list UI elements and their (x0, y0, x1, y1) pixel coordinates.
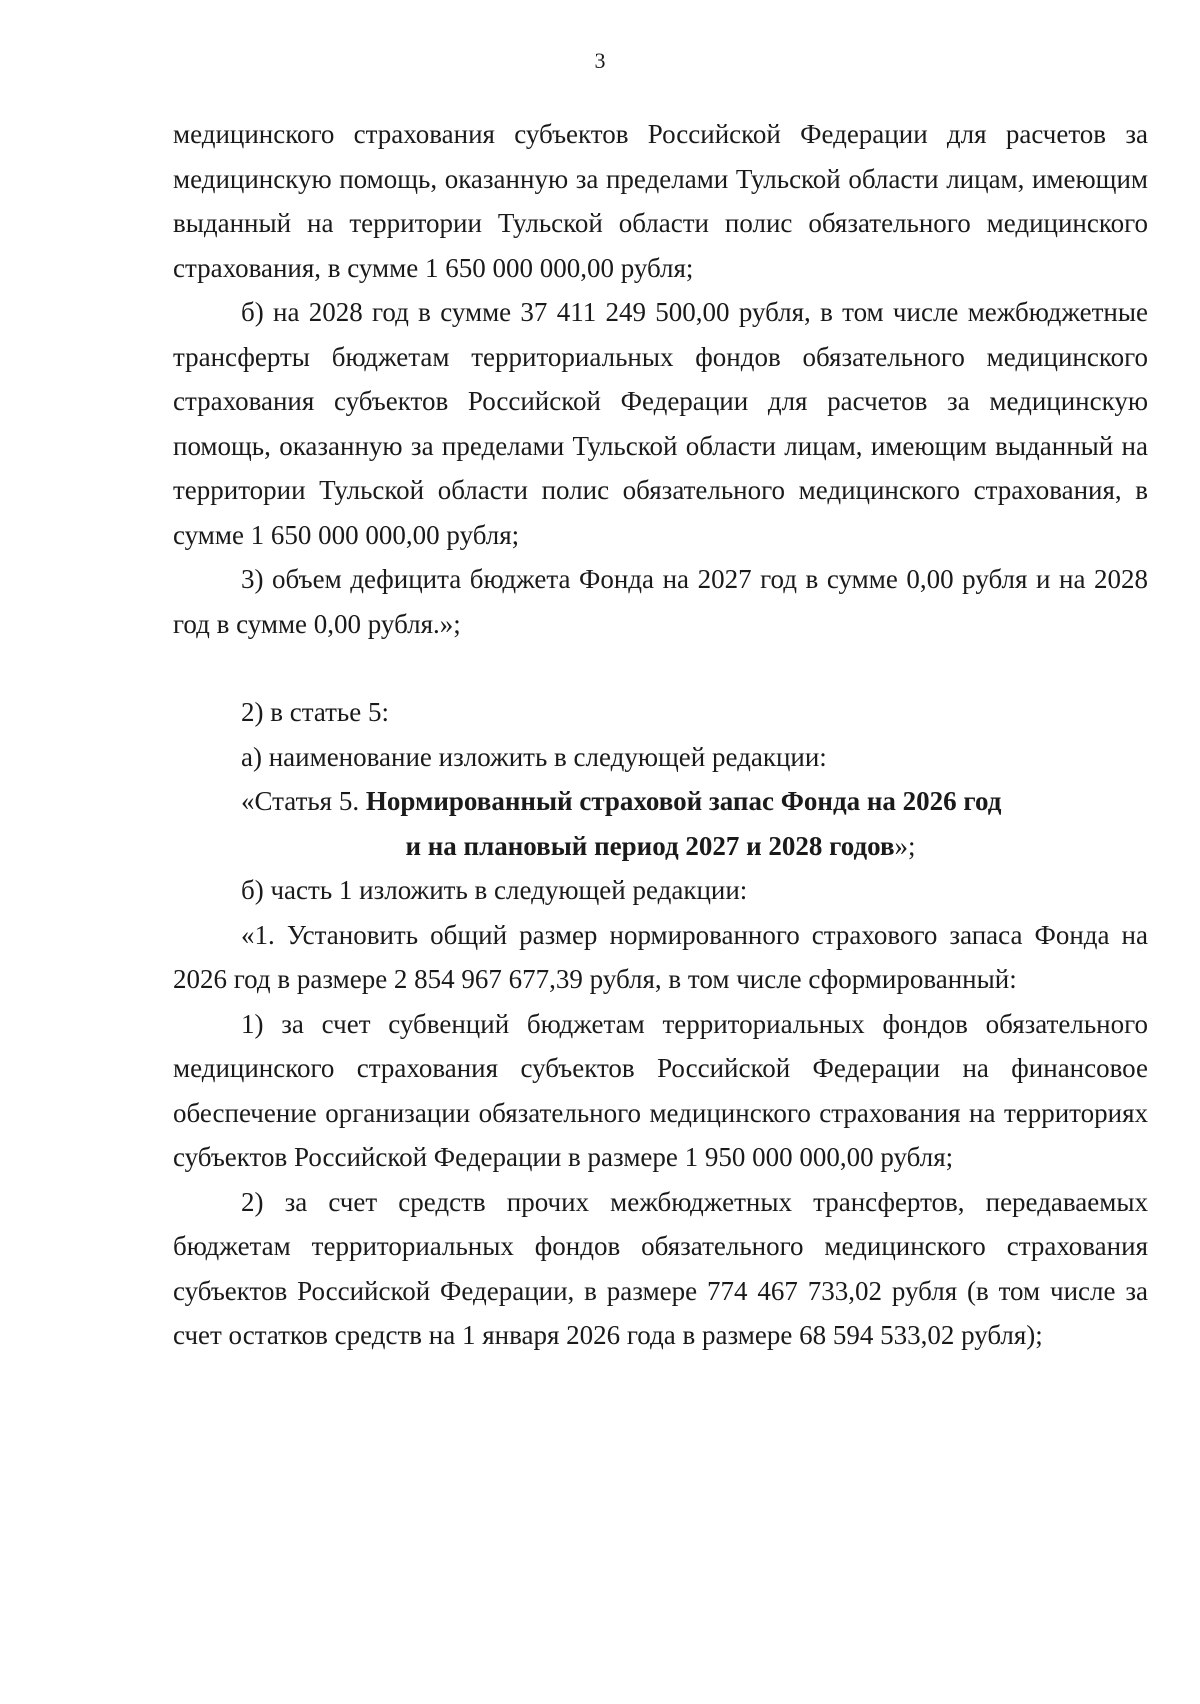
article-suffix: »; (894, 830, 916, 861)
paragraph-article-5: 2) в статье 5: (241, 697, 389, 727)
paragraph-subventions: 1) за счет субвенций бюджетам территориальных фондов обязательного медицинского страхования субъектов Российской Федерации на финансовое обеспечение организации обязательного медицинского страхования на территориях субъектов Российской Федерации в размере 1 950 000 000,00 рубля; (173, 1008, 1148, 1172)
paragraph-part1-text: «1. Установить общий размер нормированного страхового запаса Фонда на 2026 год в размере 2 854 967 677,39 рубля, в том числе сформированный: (173, 919, 1148, 994)
paragraph-item-b-part1: б) часть 1 изложить в следующей редакции: (241, 875, 748, 905)
article-prefix: «Статья 5. (241, 786, 366, 816)
page-number: 3 (594, 48, 606, 73)
article-title-line2: и на плановый период 2027 и 2028 годов (405, 830, 895, 861)
article-title-line1: Нормированный страховой запас Фонда на 2026 год (365, 786, 1002, 816)
paragraph-item-3-deficit: 3) объем дефицита бюджета Фонда на 2027 год в сумме 0,00 рубля и на 2028 год в сумме 0,00 рубля.»; (173, 564, 1148, 639)
paragraph-continuation: медицинского страхования субъектов Российской Федерации для расчетов за медицинскую помощь, оказанную за пределами Тульской области лицам, имеющим выданный на территории Тульской области полис обязательного медицинского страхования, в сумме 1 650 000 000,00 рубля; (173, 119, 1148, 283)
document-body (173, 112, 1148, 1358)
paragraph-item-b-2028: б) на 2028 год в сумме 37 411 249 500,00 рубля, в том числе межбюджетные трансферты бюджетам территориальных фондов обязательного медицинского страхования субъектов Российской Федерации для расчетов за медицинскую помощь, оказанную за пределами Тульской области лицам, имеющим выданный на территории Тульской области полис обязательного медицинского страхования, в сумме 1 650 000 000,00 рубля; (173, 297, 1148, 550)
paragraph-transfers: 2) за счет средств прочих межбюджетных трансфертов, передаваемых бюджетам территориальных фондов обязательного медицинского страхования субъектов Российской Федерации, в размере 774 467 733,02 рубля (в том числе за счет остатков средств на 1 января 2026 года в размере 68 594 533,02 рубля); (173, 1186, 1148, 1350)
paragraph-item-a-title: а) наименование изложить в следующей редакции: (241, 741, 827, 772)
article-title-line2-wrap (173, 824, 1148, 869)
article-title (173, 779, 1148, 868)
